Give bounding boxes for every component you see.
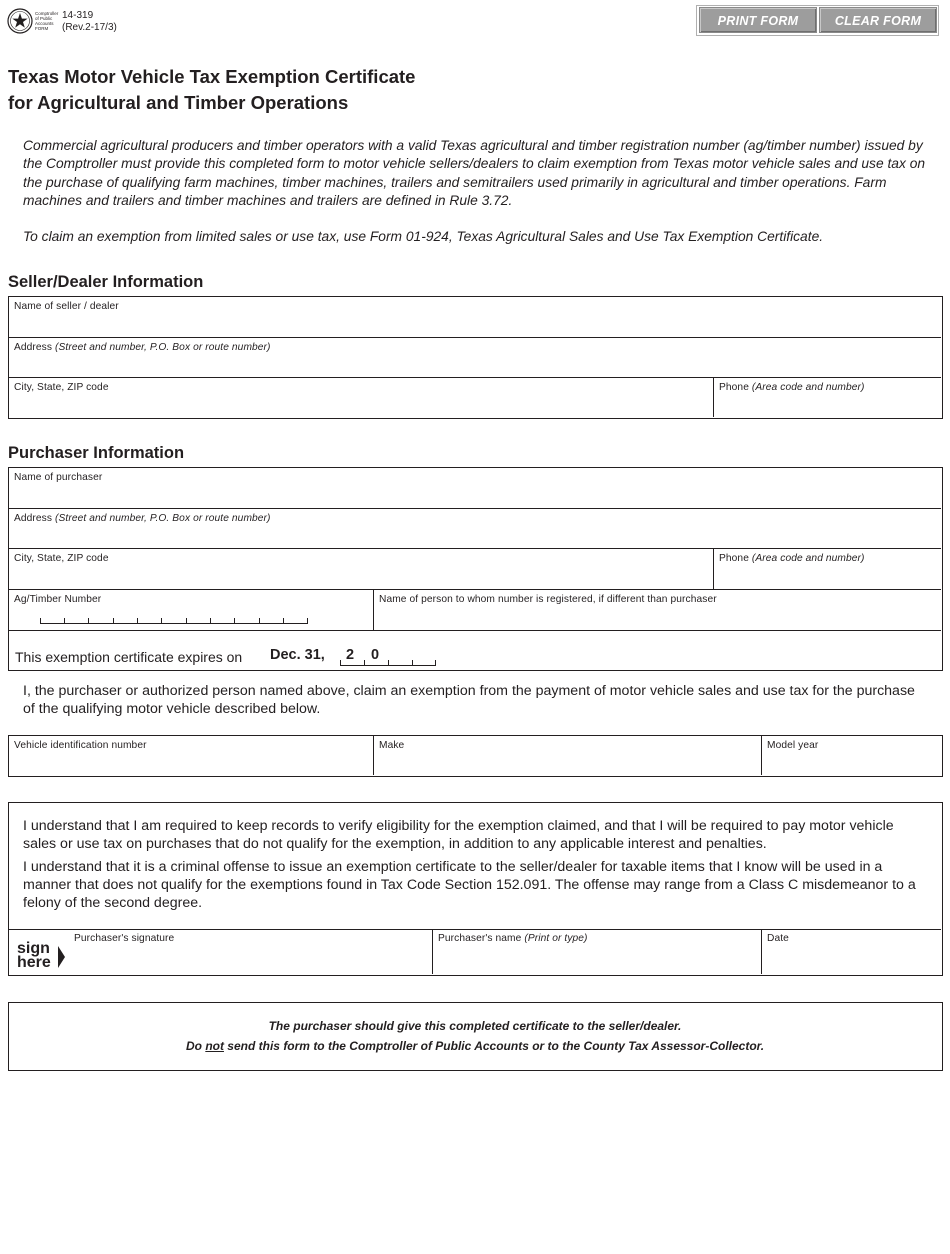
purchaser-signature-field[interactable]: Purchaser's signature <box>9 929 433 974</box>
expiration-label: This exemption certificate expires on <box>15 649 243 665</box>
footer-line-1: The purchaser should give this completed certificate to the seller/dealer. <box>268 1019 682 1033</box>
vin-field[interactable]: Vehicle identification number <box>9 736 374 775</box>
declaration-box <box>8 802 943 976</box>
seller-phone-field[interactable]: Phone (Area code and number) <box>719 382 865 393</box>
footer-notice <box>9 1016 941 1056</box>
purchaser-name-field[interactable]: Name of purchaser <box>9 468 941 509</box>
form-number-block <box>62 10 117 34</box>
signature-date-field[interactable]: Date <box>767 933 789 944</box>
purchaser-address-field[interactable]: Address (Street and number, P.O. Box or route number) <box>9 509 941 549</box>
agency-name: Comptroller of Public Accounts FORM <box>35 11 59 31</box>
expiration-year-digit-1: 2 <box>346 647 355 663</box>
seller-city-state-zip-field[interactable]: City, State, ZIP code <box>9 378 714 417</box>
vehicle-info-box <box>8 735 943 777</box>
expiration-date-prefix: Dec. 31, <box>270 647 325 663</box>
expiration-year-field[interactable] <box>340 660 436 666</box>
seller-section-heading: Seller/Dealer Information <box>8 273 204 291</box>
clear-form-button[interactable]: CLEAR FORM <box>819 7 937 33</box>
page-title: Texas Motor Vehicle Tax Exemption Certificate for Agricultural and Timber Operations <box>8 66 416 113</box>
purchaser-city-state-zip-field[interactable]: City, State, ZIP code <box>9 549 714 590</box>
purchaser-phone-field[interactable]: Phone (Area code and number) <box>714 549 941 590</box>
claim-statement: I, the purchaser or authorized person named above, claim an exemption from the payment of motor vehicle sales and use tax for the purchase of the qualifying motor vehicle described below. <box>23 683 915 718</box>
declaration-text <box>23 817 929 912</box>
instructions-paragraph-1: Commercial agricultural producers and timber operators with a valid Texas agricultural and timber registration number (ag/timber number) issued by the Comptroller must provide this completed form to motor vehicle sellers/dealers to claim exemption from Texas motor vehicle sales and use tax on the purchase of qualifying farm machines, timber machines, trailers and semitrailers used primarily in agricultural and timber operations. Farm machines and trailers and timber machines and trailers are defined in Rule 3.72. <box>23 138 926 208</box>
instructions <box>23 137 928 246</box>
purchaser-info-box <box>8 467 943 671</box>
purchaser-section-heading: Purchaser Information <box>8 444 185 462</box>
footer-line-2: Do not send this form to the Comptroller of Public Accounts or to the County Tax Assessor-Collector. <box>185 1039 765 1053</box>
seller-address-field[interactable]: Address (Street and number, P.O. Box or route number) <box>9 338 941 378</box>
declaration-paragraph-1: I understand that I am required to keep records to verify eligibility for the exemption claimed, and that I will be required to pay motor vehicle sales or use tax on purchases that do not qualify for the exemption, in addition to any applicable interest and penalties. <box>23 818 894 853</box>
expiration-row <box>9 631 941 669</box>
footer-notice-box <box>8 1002 943 1071</box>
expiration-year-digit-2: 0 <box>371 647 380 663</box>
ag-timber-digit-comb <box>40 618 308 624</box>
declaration-paragraph-2: I understand that it is a criminal offense to issue an exemption certificate to the seller/dealer for taxable items that I know will be used in a manner that does not qualify for the exemptions found in Tax Code Section 152.091. The offense may range from a Class C misdemeanor to a felony of the second degree. <box>23 858 916 912</box>
seller-info-box <box>8 296 943 419</box>
make-field[interactable]: Make <box>374 736 762 775</box>
form-revision: (Rev.2-17/3) <box>62 22 117 33</box>
registered-person-name-field[interactable]: Name of person to whom number is registered, if different than purchaser <box>374 590 941 631</box>
form-number: 14-319 <box>62 10 94 21</box>
sign-here-marker: sign here <box>17 940 51 971</box>
seller-name-field[interactable]: Name of seller / dealer <box>9 297 941 338</box>
instructions-paragraph-2: To claim an exemption from limited sales or use tax, use Form 01-924, Texas Agricultural Sales and Use Tax Exemption Certificate. <box>23 229 824 245</box>
ag-timber-number-field[interactable]: Ag/Timber Number <box>9 590 374 631</box>
model-year-field[interactable]: Model year <box>767 740 819 751</box>
comptroller-seal-icon <box>7 8 33 34</box>
purchaser-printed-name-field[interactable]: Purchaser's name (Print or type) <box>433 929 762 974</box>
print-form-button[interactable]: PRINT FORM <box>699 7 817 33</box>
